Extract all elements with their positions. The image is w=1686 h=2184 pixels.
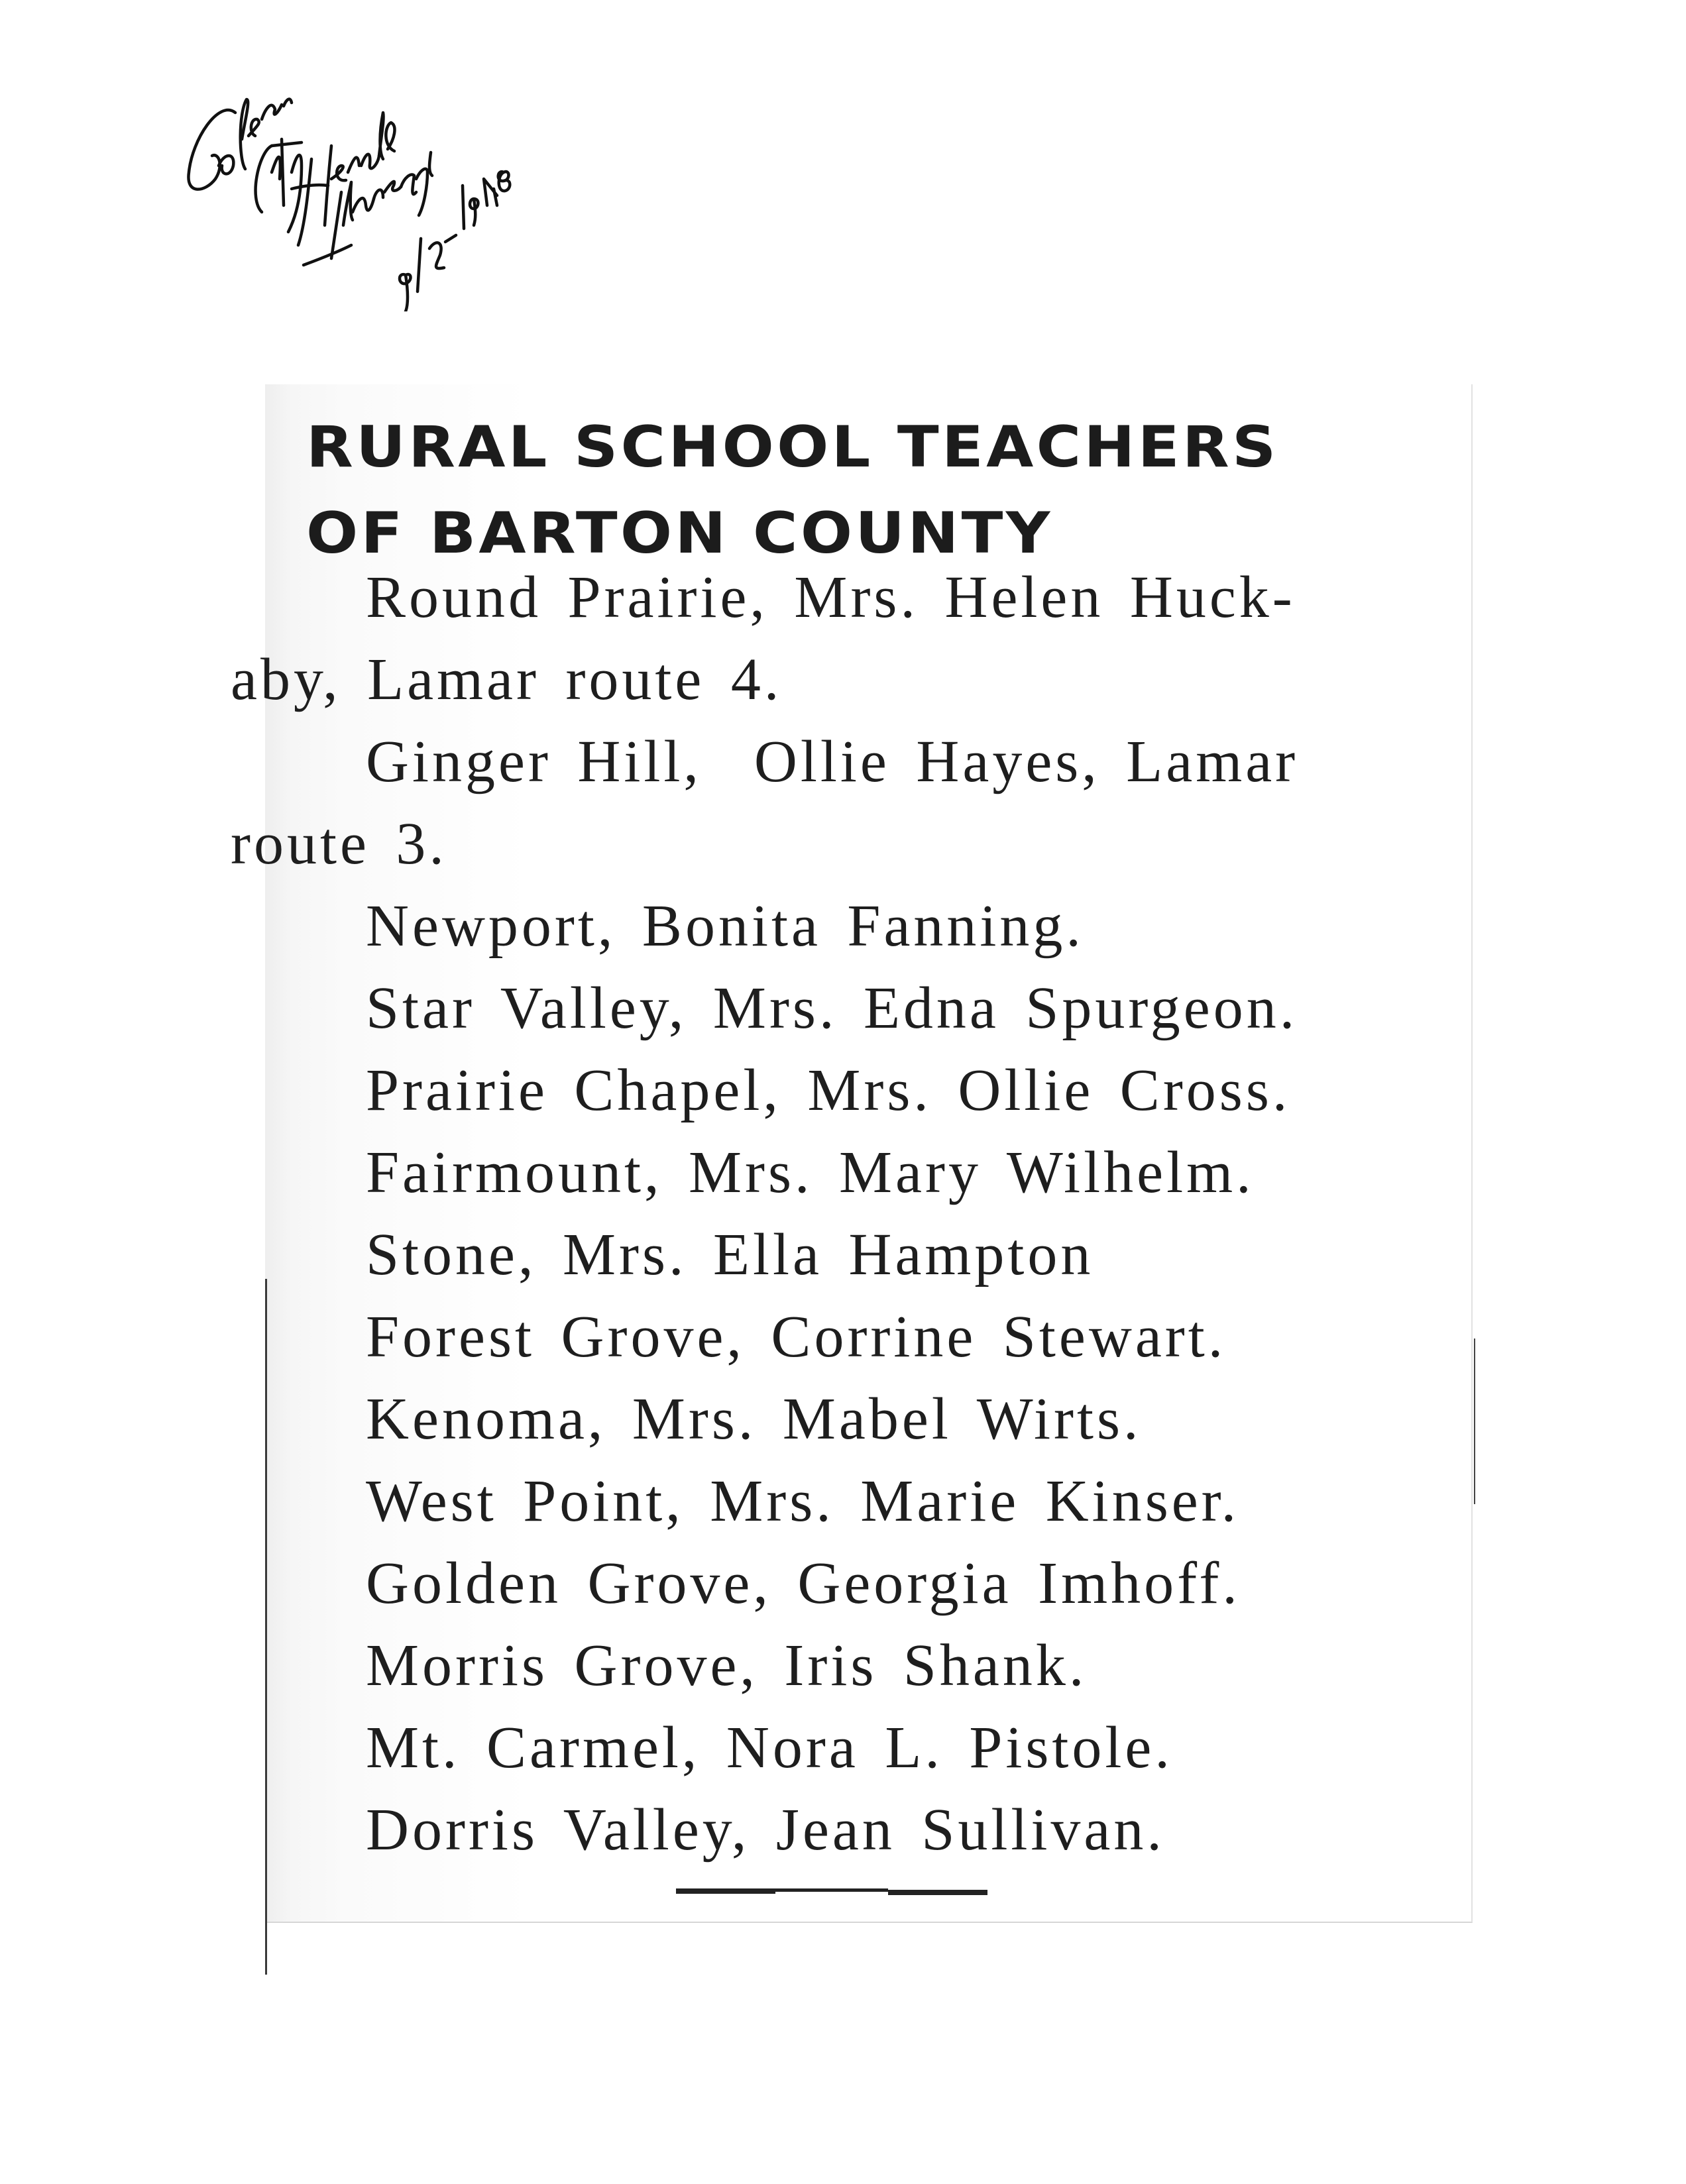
clipping-right-edge-mark [1474, 1338, 1475, 1504]
list-item: Dorris Valley, Jean Sullivan. [366, 1797, 1165, 1863]
handwriting-signature-drawing [172, 73, 769, 311]
list-item-round-prairie [231, 557, 1465, 721]
newspaper-clipping [231, 384, 1473, 1923]
list-item: Forest Grove, Corrine Stewart. [366, 1304, 1227, 1370]
list-item: Kenoma, Mrs. Mabel Wirts. [366, 1386, 1142, 1452]
list-item: Star Valley, Mrs. Edna Spurgeon. [366, 975, 1298, 1041]
list-item: Mt. Carmel, Nora L. Pistole. [366, 1715, 1173, 1780]
list-item: Fairmount, Mrs. Mary Wilhelm. [366, 1140, 1255, 1205]
headline-line-1: RURAL SCHOOL TEACHERS [306, 414, 1279, 480]
clipping-headline [306, 404, 1279, 576]
list-item: West Point, Mrs. Marie Kinser. [366, 1468, 1240, 1534]
list-item: Morris Grove, Iris Shank. [366, 1633, 1088, 1698]
list-item-ginger-hill [231, 721, 1465, 885]
end-of-article-rule [676, 1888, 987, 1894]
list-item: Newport, Bonita Fanning. [366, 893, 1084, 959]
teacher-list [231, 557, 1465, 1871]
list-item: Prairie Chapel, Mrs. Ollie Cross. [366, 1058, 1291, 1123]
list-item: Golden Grove, Georgia Imhoff. [366, 1551, 1241, 1616]
entry-line-continued: aby, Lamar route 4. [231, 647, 783, 712]
entry-line-continued: route 3. [231, 811, 447, 877]
handwritten-annotation [172, 73, 769, 311]
list-item: Stone, Mrs. Ella Hampton [366, 1222, 1094, 1287]
headline-line-2: OF BARTON COUNTY [306, 500, 1053, 567]
clipping-left-edge [265, 1279, 267, 1975]
entry-line: Round Prairie, Mrs. Helen Huck- [366, 565, 1296, 630]
entry-line: Ginger Hill, Ollie Hayes, Lamar [366, 729, 1299, 794]
